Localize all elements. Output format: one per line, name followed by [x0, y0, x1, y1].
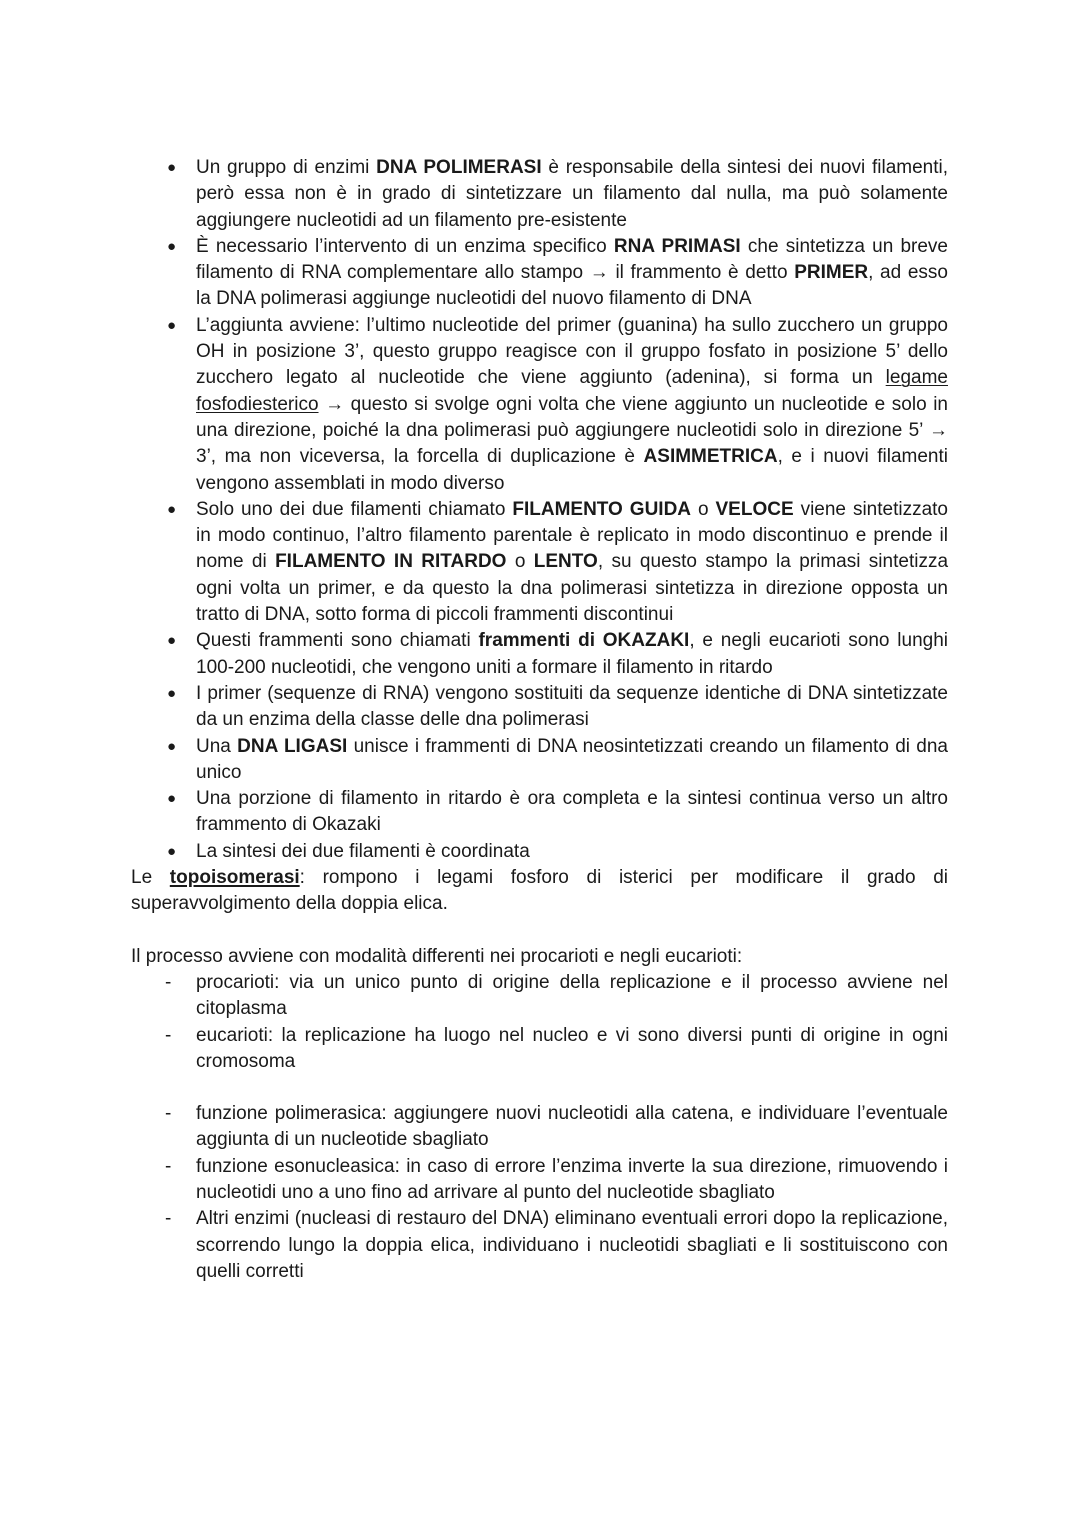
text: Questi frammenti sono chiamati	[196, 630, 479, 652]
text: , e negli eucarioti sono lunghi 100-200 nucleotidi, che vengono uniti a formare il filamento in ritardo	[196, 630, 948, 678]
bullet-icon	[167, 786, 179, 812]
list-item-sintesi-coordinata	[131, 839, 948, 865]
bullet-icon	[167, 313, 179, 339]
text: Solo uno dei due filamenti chiamato	[196, 498, 513, 520]
list-item-dna-polimerasi	[131, 155, 948, 234]
dash-icon	[165, 1206, 177, 1232]
topoisomerasi-paragraph	[131, 865, 948, 918]
spacer	[131, 918, 948, 944]
list-item-funzione-esonucleasica	[131, 1154, 948, 1207]
text: È necessario l’intervento di un enzima specifico	[196, 235, 614, 257]
spacer	[131, 1075, 948, 1101]
bold-term: LENTO	[533, 551, 598, 573]
bold-term: FILAMENTO IN RITARDO	[275, 551, 507, 573]
bullet-icon	[167, 628, 179, 654]
functions-list	[131, 1101, 948, 1285]
text: , ad esso la DNA polimerasi aggiunge nucleotidi del nuovo filamento di DNA	[196, 262, 948, 310]
dash-icon	[165, 970, 177, 996]
dash-icon	[165, 1101, 177, 1127]
dash-icon	[165, 1154, 177, 1180]
bullet-icon	[167, 839, 179, 865]
underlined-bold-term: topoisomerasi	[169, 867, 300, 889]
text: funzione esonucleasica: in caso di errore l’enzima inverte la sua direzione, rimuovendo i nucleotidi uno a uno fino ad arrivare al punto del nucleotide sbagliato	[196, 1155, 948, 1203]
replication-steps-list	[131, 155, 948, 865]
bullet-icon	[167, 734, 179, 760]
list-item-aggiunta	[131, 313, 948, 497]
text: Le	[131, 867, 170, 889]
text: Una	[196, 735, 238, 757]
bold-term: PRIMER	[794, 262, 869, 284]
list-item-dna-ligasi	[131, 734, 948, 787]
process-list	[131, 970, 948, 1075]
bold-term: VELOCE	[715, 498, 794, 520]
bold-term: frammenti di OKAZAKI	[478, 630, 690, 652]
dash-icon	[165, 1023, 177, 1049]
bold-term: RNA PRIMASI	[613, 235, 741, 257]
bullet-icon	[167, 497, 179, 523]
bold-term: DNA POLIMERASI	[376, 157, 542, 178]
text: : rompono i legami fosforo di isterici per modificare il grado di superavvolgimento della doppia elica.	[131, 867, 948, 915]
text: che sintetizza un breve filamento di RNA complementare allo stampo → il frammento è detto	[196, 235, 948, 284]
list-item-okazaki	[131, 628, 948, 681]
text: I primer (sequenze di RNA) vengono sostituiti da sequenze identiche di DNA sintetizzate da un enzima della classe delle dna polimerasi	[196, 682, 948, 731]
bullet-icon	[167, 155, 179, 181]
text: unisce i frammenti di DNA neosintetizzati creando un filamento di dna unico	[196, 735, 948, 783]
list-item-rna-primasi	[131, 234, 948, 313]
text: o	[506, 551, 534, 573]
bold-term: FILAMENTO GUIDA	[512, 498, 692, 520]
bold-term: ASIMMETRICA	[643, 446, 778, 468]
list-item-filamento-guida	[131, 497, 948, 628]
list-item-primer-sostituiti	[131, 681, 948, 734]
text: , su questo stampo la primasi sintetizza ogni volta un primer, e da questo la dna polimerasi sintetizza in direzione opposta un tratto di DNA, sotto forma di piccoli frammenti discontinui	[196, 551, 949, 626]
text: funzione polimerasica: aggiungere nuovi nucleotidi alla catena, e individuare l’eventuale aggiunta di un nucleotide sbagliato	[196, 1103, 948, 1151]
text: Una porzione di filamento in ritardo è ora completa e la sintesi continua verso un altro frammento di Okazaki	[196, 788, 948, 836]
document-page	[131, 155, 948, 1285]
text: Un gruppo di enzimi	[196, 157, 377, 178]
text: eucarioti: la replicazione ha luogo nel nucleo e vi sono diversi punti di origine in ogni cromosoma	[196, 1024, 948, 1072]
list-item-porzione-completa	[131, 786, 948, 839]
text: procarioti: via un unico punto di origine della replicazione e il processo avviene nel citoplasma	[196, 971, 948, 1020]
process-intro: Il processo avviene con modalità differenti nei procarioti e negli eucarioti:	[131, 945, 743, 967]
bold-term: DNA LIGASI	[237, 735, 348, 757]
list-item-procarioti	[131, 970, 948, 1023]
list-item-eucarioti	[131, 1023, 948, 1076]
text: La sintesi dei due filamenti è coordinata	[196, 840, 530, 862]
text: Altri enzimi (nucleasi di restauro del DNA) eliminano eventuali errori dopo la replicazione, scorrendo lungo la doppia elica, individuano i nucleotidi sbagliati e li sostituiscono con quelli corretti	[196, 1208, 948, 1282]
underlined-term: legame fosfodiesterico	[196, 367, 948, 415]
bullet-icon	[167, 681, 179, 707]
bullet-icon	[167, 234, 179, 260]
text: viene sintetizzato in modo continuo, l’altro filamento parentale è replicato in modo discontinuo e prende il nome di	[196, 498, 949, 573]
list-item-funzione-polimerasica	[131, 1101, 948, 1154]
list-item-altri-enzimi	[131, 1206, 948, 1285]
text: → questo si svolge ogni volta che viene aggiunto un nucleotide e solo in una direzione, poiché la dna polimerasi può aggiungere nucleotidi solo in direzione 5’ → 3’, ma non viceversa, la forcella di duplicazione è	[196, 393, 948, 468]
text: L’aggiunta avviene: l’ultimo nucleotide del primer (guanina) ha sullo zucchero un gruppo OH in posizione 3’, questo gruppo reagisce con il gruppo fosfato in posizione 5’ dello zucchero legato al nucleotide che viene aggiunto (adenina), si forma un	[196, 314, 948, 389]
text: o	[691, 498, 716, 520]
text: , e i nuovi filamenti vengono assemblati in modo diverso	[196, 446, 948, 494]
text: è responsabile della sintesi dei nuovi filamenti, però essa non è in grado di sintetizzare un filamento dal nulla, ma può solamente aggiungere nucleotidi ad un filamento pre-esistente	[196, 157, 949, 231]
